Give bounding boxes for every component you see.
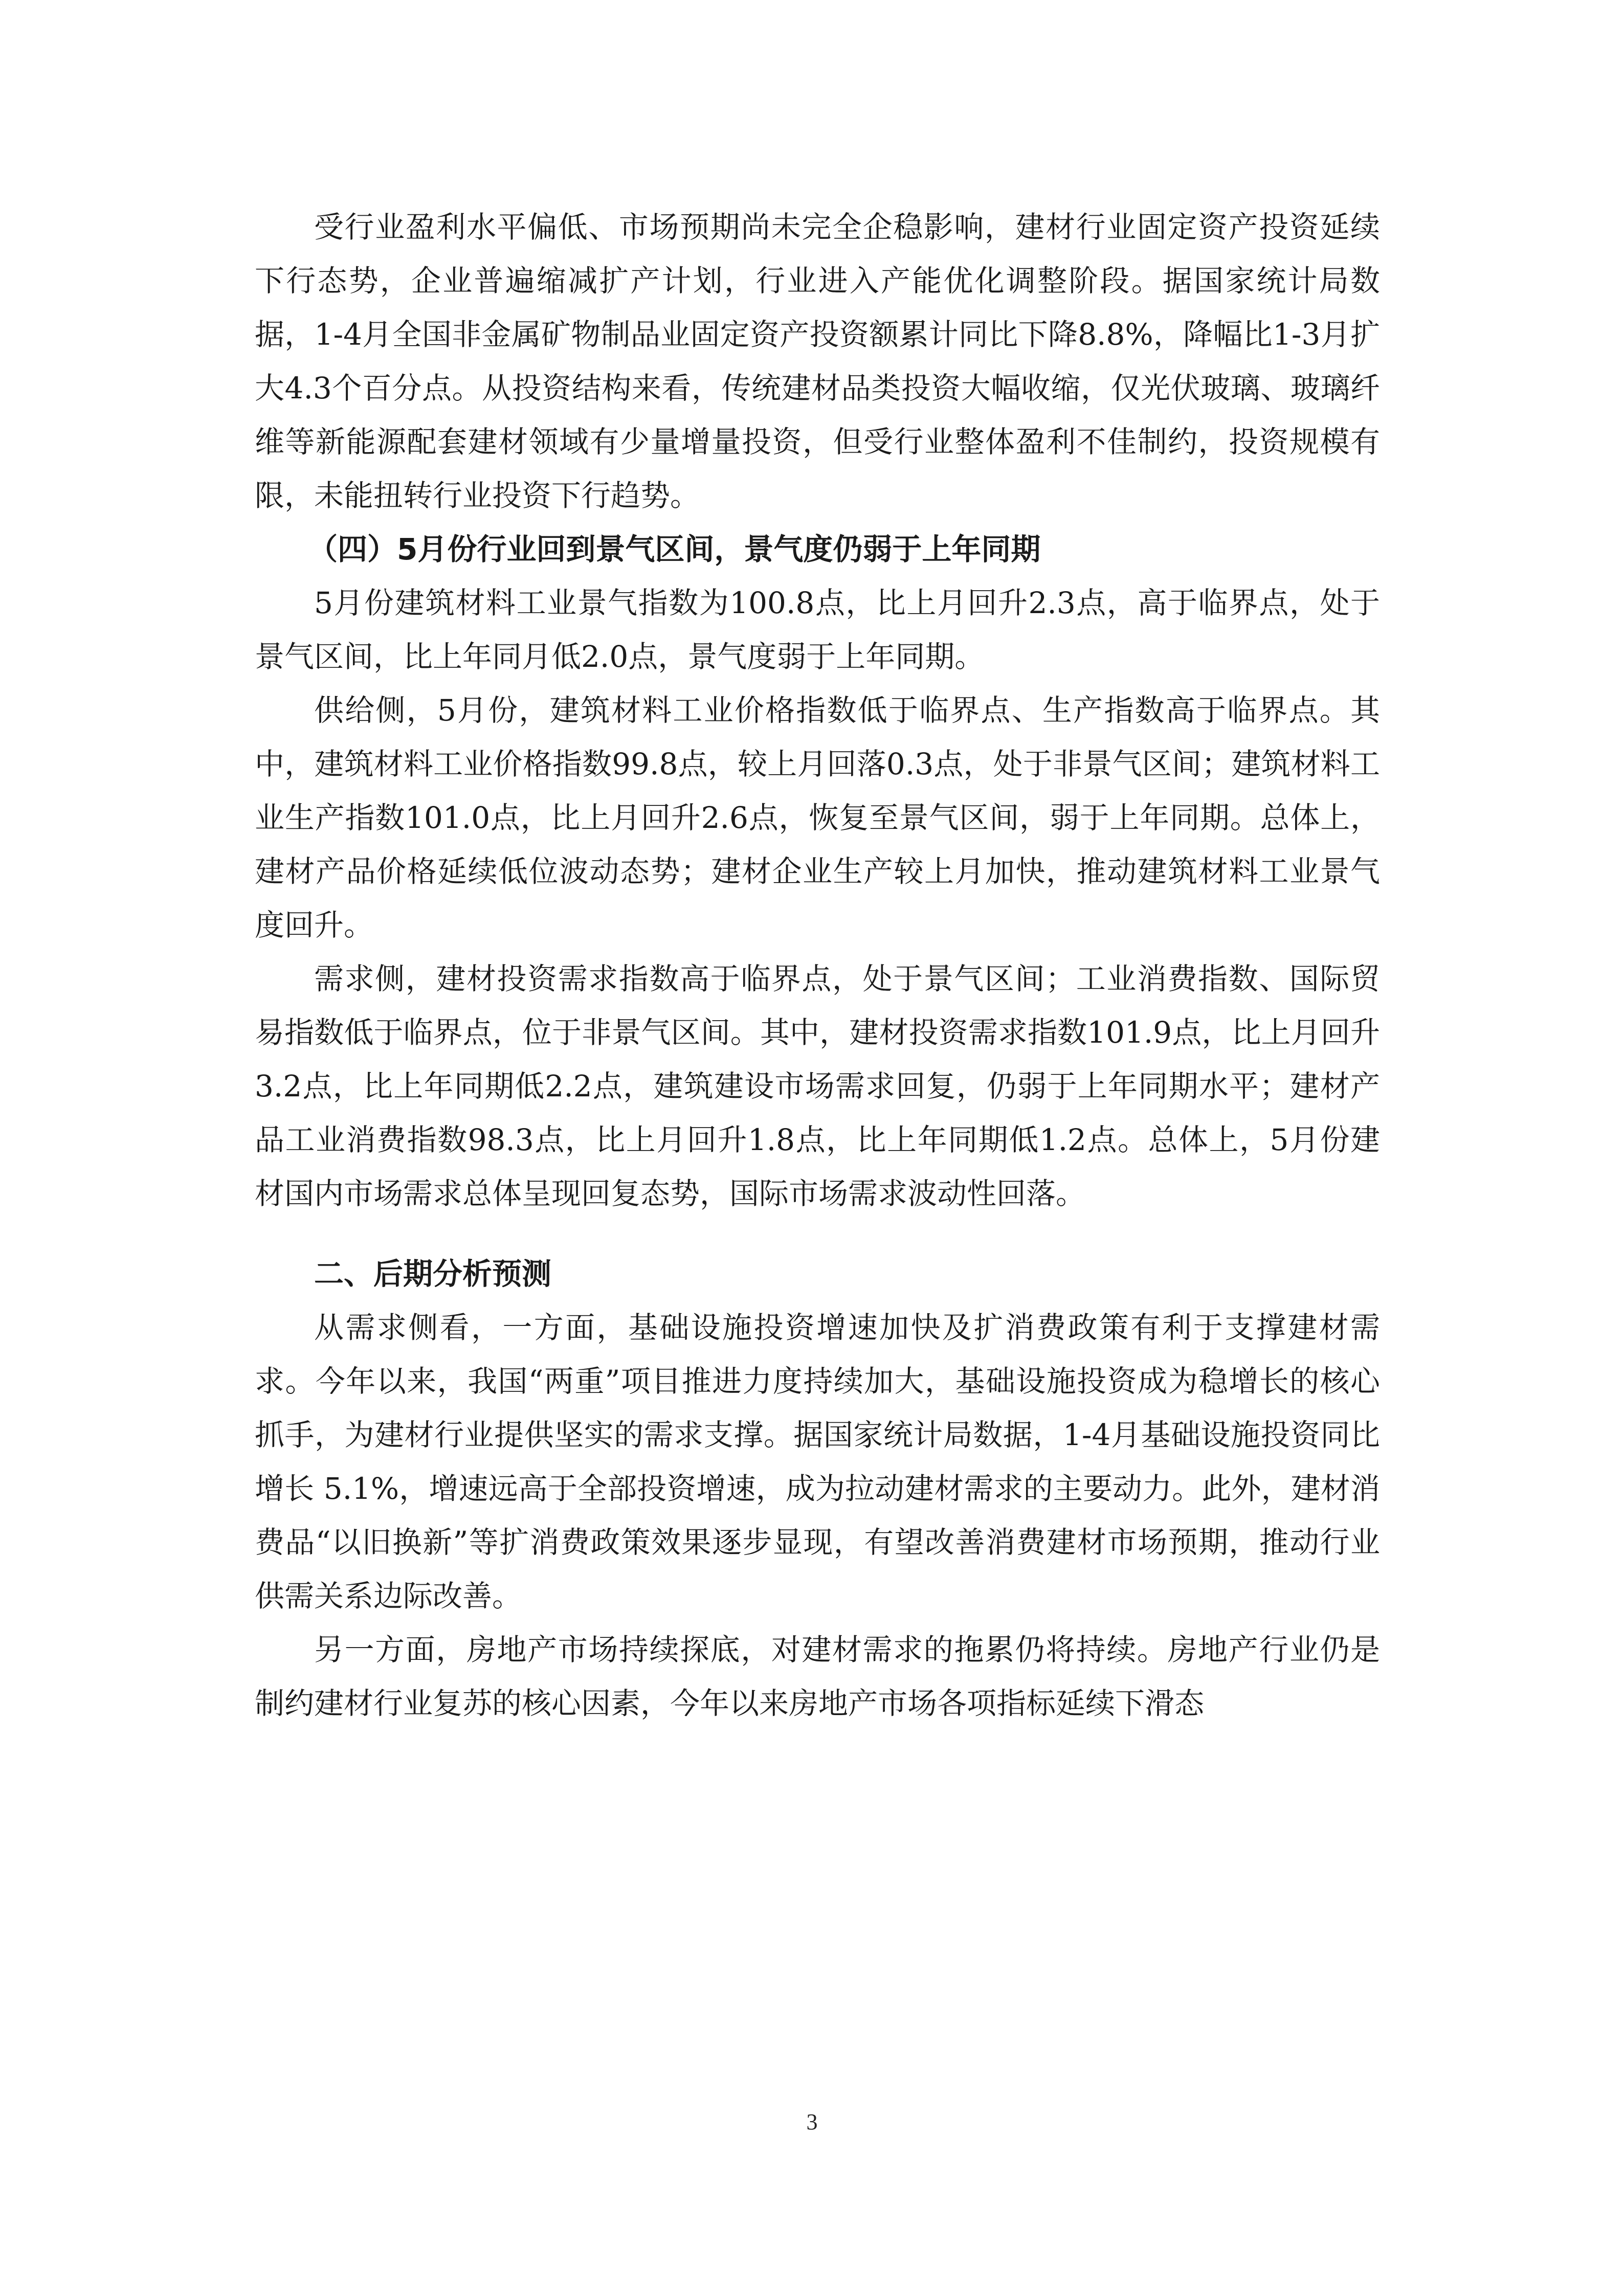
paragraph-demand-outlook: 从需求侧看，一方面，基础设施投资增速加快及扩消费政策有利于支撑建材需求。今年以来，我国“两重”项目推进力度持续加大，基础设施投资成为稳增长的核心抓手，为建材行业提供坚实的需求支撑。据国家统计局数据，1-4月基础设施投资同比增长 5.1%，增速远高于全部投资增速，成为拉动建材需求的主要动力。此外，建材消费品“以旧换新”等扩消费政策效果逐步显现，有望改善消费建材市场预期，推动行业供需关系边际改善。 (255, 1310, 1380, 1613)
subheading-prosperity: （四）5月份行业回到景气区间，景气度仍弱于上年同期 (308, 532, 1041, 567)
section-heading-forecast: 二、后期分析预测 (314, 1256, 552, 1291)
paragraph-prosperity-index: 5月份建筑材料工业景气指数为100.8点，比上月回升2.3点，高于临界点，处于景气区间，比上年同月低2.0点，景气度弱于上年同期。 (255, 586, 1380, 674)
paragraph-investment: 受行业盈利水平偏低、市场预期尚未完全企稳影响，建材行业固定资产投资延续下行态势，企业普遍缩减扩产计划，行业进入产能优化调整阶段。据国家统计局数据，1-4月全国非金属矿物制品业固定资产投资额累计同比下降8.8%，降幅比1-3月扩大4.3个百分点。从投资结构来看，传统建材品类投资大幅收缩，仅光伏玻璃、玻璃纤维等新能源配套建材领域有少量增量投资，但受行业整体盈利不佳制约，投资规模有限，未能扭转行业投资下行趋势。 (255, 210, 1380, 513)
paragraph-demand-side: 需求侧，建材投资需求指数高于临界点，处于景气区间；工业消费指数、国际贸易指数低于临界点，位于非景气区间。其中，建材投资需求指数101.9点，比上月回升3.2点，比上年同期低2.2点，建筑建设市场需求回复，仍弱于上年同期水平；建材产品工业消费指数98.3点，比上月回升1.8点，比上年同期低1.2点。总体上，5月份建材国内市场需求总体呈现回复态势，国际市场需求波动性回落。 (255, 961, 1380, 1211)
paragraph-supply-side: 供给侧，5月份，建筑材料工业价格指数低于临界点、生产指数高于临界点。其中，建筑材料工业价格指数99.8点，较上月回落0.3点，处于非景气区间；建筑材料工业生产指数101.0点，比上月回升2.6点，恢复至景气区间，弱于上年同期。总体上，建材产品价格延续低位波动态势；建材企业生产较上月加快，推动建筑材料工业景气度回升。 (255, 693, 1380, 942)
document-body (255, 200, 1380, 1730)
page-number: 3 (806, 2109, 818, 2134)
paragraph-real-estate: 另一方面，房地产市场持续探底，对建材需求的拖累仍将持续。房地产行业仍是制约建材行业复苏的核心因素，今年以来房地产市场各项指标延续下滑态 (255, 1632, 1380, 1721)
